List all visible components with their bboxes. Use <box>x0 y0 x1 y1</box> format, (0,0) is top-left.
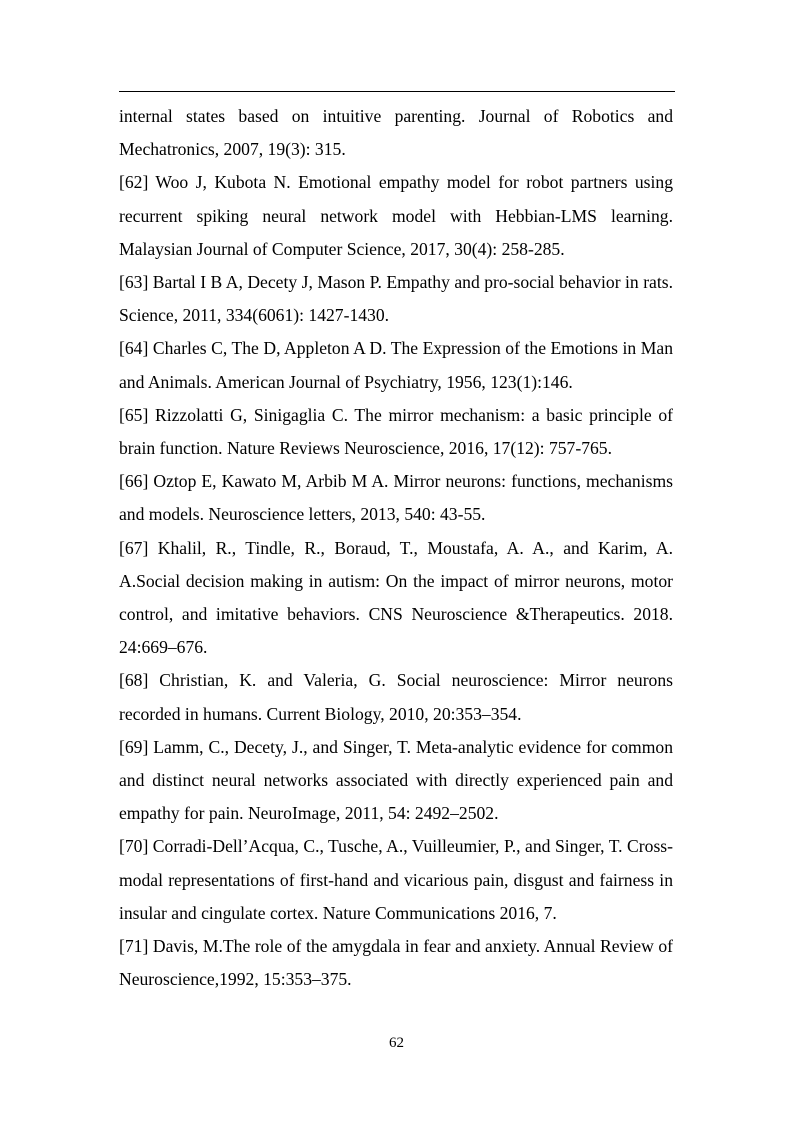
reference-item: [69] Lamm, C., Decety, J., and Singer, T. Meta-analytic evidence for common and distinct neural networks associated with directly experienced pain and empathy for pain. NeuroImage, 2011, 54: 2492–2502. <box>119 736 673 824</box>
reference-item: [63] Bartal I B A, Decety J, Mason P. Empathy and pro-social behavior in rats. Science, 2011, 334(6061): 1427-1430. <box>119 272 673 326</box>
header-rule <box>119 91 675 92</box>
reference-item: [64] Charles C, The D, Appleton A D. The Expression of the Emotions in Man and Animals. American Journal of Psychiatry, 1956, 123(1):146. <box>119 338 673 392</box>
reference-item: [71] Davis, M.The role of the amygdala in fear and anxiety. Annual Review of Neuroscience,1992, 15:353–375. <box>119 936 673 990</box>
reference-item: [68] Christian, K. and Valeria, G. Social neuroscience: Mirror neurons recorded in humans. Current Biology, 2010, 20:353–354. <box>119 670 673 724</box>
reference-item: [70] Corradi-Dell’Acqua, C., Tusche, A., Vuilleumier, P., and Singer, T. Cross-modal representations of first-hand and vicarious pain, disgust and fairness in insular and cingulate cortex. Nature Communications 2016, 7. <box>119 836 673 923</box>
reference-item: [66] Oztop E, Kawato M, Arbib M A. Mirror neurons: functions, mechanisms and models. Neuroscience letters, 2013, 540: 43-55. <box>119 471 673 525</box>
page-number: 62 <box>389 1035 404 1051</box>
reference-item: [65] Rizzolatti G, Sinigaglia C. The mirror mechanism: a basic principle of brain function. Nature Reviews Neuroscience, 2016, 17(12): 757-765. <box>119 404 673 459</box>
reference-list <box>119 100 673 996</box>
reference-item: internal states based on intuitive parenting. Journal of Robotics and Mechatronics, 2007, 19(3): 315. <box>119 106 673 160</box>
reference-item: [67] Khalil, R., Tindle, R., Boraud, T., Moustafa, A. A., and Karim, A. A.Social decision making in autism: On the impact of mirror neurons, motor control, and imitative behaviors. CNS Neuroscience &Therapeutics. 2018. 24:669–676. <box>119 537 673 658</box>
reference-item: [62] Woo J, Kubota N. Emotional empathy model for robot partners using recurrent spiking neural network model with Hebbian-LMS learning. Malaysian Journal of Computer Science, 2017, 30(4): 258-285. <box>119 172 673 259</box>
